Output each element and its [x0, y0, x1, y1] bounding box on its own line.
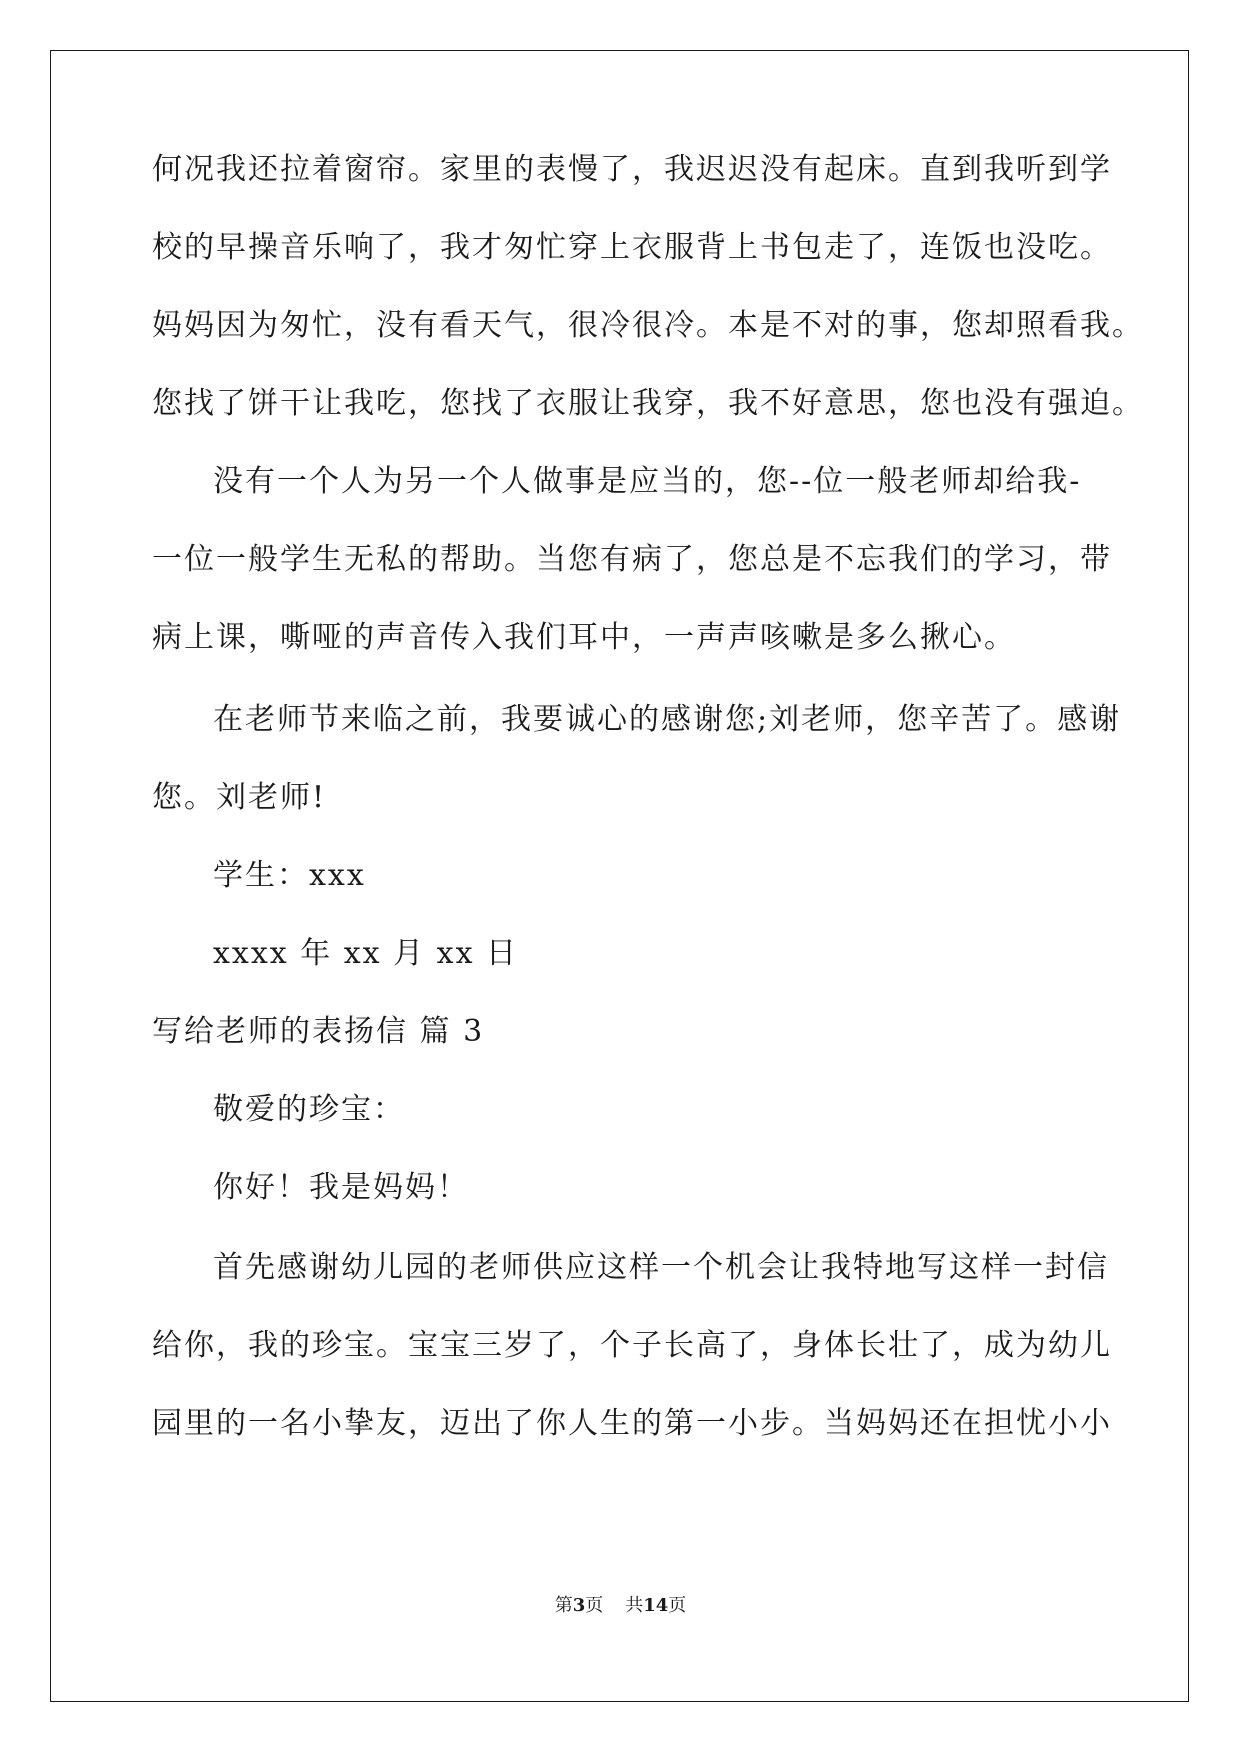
body-line: 校的早操音乐响了，我才匆忙穿上衣服背上书包走了，连饭也没吃。	[152, 230, 1112, 265]
body-line: 何况我还拉着窗帘。家里的表慢了，我迟迟没有起床。直到我听到学	[152, 152, 1112, 187]
footer-page-suffix: 页	[585, 1595, 604, 1616]
footer-total-prefix: 共	[625, 1595, 644, 1616]
body-line: 妈妈因为匆忙，没有看天气，很冷很冷。本是不对的事，您却照看我。	[152, 308, 1144, 343]
salutation: 敬爱的珍宝：	[213, 1092, 405, 1127]
section-heading: 写给老师的表扬信 篇 3	[152, 1014, 485, 1049]
footer-total-pages: 14	[643, 1595, 669, 1616]
signature-date: xxxx 年 xx 月 xx 日	[213, 936, 519, 971]
body-line: 首先感谢幼儿园的老师供应这样一个机会让我特地写这样一封信	[213, 1250, 1109, 1285]
body-line: 一位一般学生无私的帮助。当您有病了，您总是不忘我们的学习，带	[152, 542, 1112, 577]
body-line: 在老师节来临之前，我要诚心的感谢您;刘老师，您辛苦了。感谢	[213, 702, 1122, 737]
page-footer	[0, 1594, 1241, 1618]
body-line: 园里的一名小挚友，迈出了你人生的第一小步。当妈妈还在担忧小小	[152, 1406, 1112, 1441]
greeting: 你好！我是妈妈！	[213, 1170, 469, 1205]
body-line: 病上课，嘶哑的声音传入我们耳中，一声声咳嗽是多么揪心。	[152, 620, 1016, 655]
body-line: 没有一个人为另一个人做事是应当的，您--位一般老师却给我-	[213, 464, 1082, 499]
body-line: 您。刘老师!	[152, 780, 327, 815]
footer-total-suffix: 页	[668, 1595, 687, 1616]
body-line: 您找了饼干让我吃，您找了衣服让我穿，我不好意思，您也没有强迫。	[152, 386, 1144, 421]
footer-current-page: 3	[572, 1595, 586, 1616]
signature-student: 学生：xxx	[213, 858, 366, 893]
body-line: 给你，我的珍宝。宝宝三岁了，个子长高了，身体长壮了，成为幼儿	[152, 1328, 1112, 1363]
footer-prefix: 第	[554, 1595, 573, 1616]
